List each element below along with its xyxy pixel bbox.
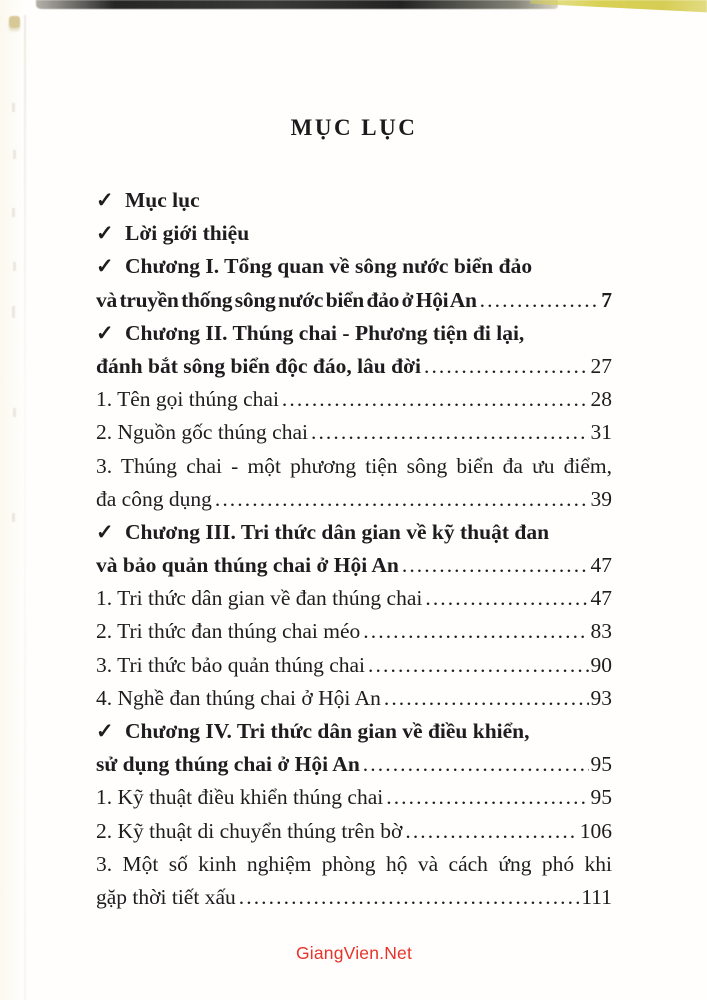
toc-entry: [96, 549, 612, 582]
check-icon: ✓: [96, 719, 114, 743]
dot-leader: [363, 615, 588, 648]
check-icon: ✓: [96, 320, 114, 345]
dot-leader: [368, 649, 588, 682]
scan-mark: [13, 408, 16, 417]
toc-entry-label: 3. Một số kinh nghiệm phòng hộ và cách ứng phó khi: [96, 851, 612, 876]
dot-leader: [363, 748, 589, 781]
check-icon: ✓: [96, 519, 114, 544]
page-number: 106: [579, 818, 612, 843]
toc-entry-label: 1. Tên gọi thúng chai: [96, 387, 279, 412]
scan-mark: [12, 103, 15, 112]
scan-mark: [12, 513, 15, 522]
toc-entry: [96, 848, 612, 881]
toc-entry: [96, 483, 612, 516]
toc-entry: [96, 781, 612, 814]
dot-leader: [405, 815, 577, 848]
toc-entry-label: Chương I. Tổng quan về sông nước biển đảo: [125, 254, 533, 279]
toc-entry: [96, 715, 612, 748]
check-icon: ✓: [96, 221, 114, 246]
page-number: 28: [590, 387, 612, 412]
toc-entry-label: Chương IV. Tri thức dân gian về điều khiển,: [125, 719, 530, 743]
page-number: 111: [581, 884, 612, 909]
toc-entry-label: đánh bắt sông biển độc đáo, lâu đời: [96, 353, 421, 378]
toc-entry: [96, 516, 612, 549]
page-number: 27: [590, 353, 612, 378]
dot-leader: [480, 284, 600, 317]
toc-entry-label: 2. Nguồn gốc thúng chai: [96, 420, 308, 445]
page-number: 83: [590, 619, 612, 644]
check-icon: ✓: [96, 188, 114, 212]
check-icon: ✓: [96, 254, 114, 279]
toc-entry-label: Chương II. Thúng chai - Phương tiện đi lại,: [125, 320, 525, 345]
page-number: 7: [601, 287, 612, 312]
toc-entry-label: 1. Kỹ thuật điều khiển thúng chai: [96, 785, 384, 810]
page-number: 39: [590, 486, 612, 511]
page-number: 95: [590, 785, 612, 810]
dot-leader: [402, 549, 589, 582]
page-number: 90: [590, 652, 612, 677]
toc-entry-label: 4. Nghề đan thúng chai ở Hội An: [96, 685, 381, 710]
dot-leader: [282, 383, 589, 416]
scan-mark: [12, 208, 15, 217]
dot-leader: [425, 582, 588, 615]
scan-binding-shadow: [36, 0, 558, 9]
page-title: MỤC LỤC: [290, 115, 418, 140]
dot-leader: [424, 350, 589, 383]
toc-entry-label: và bảo quản thúng chai ở Hội An: [96, 553, 399, 578]
toc-entry-label: Lời giới thiệu: [125, 221, 250, 246]
toc-entry: [96, 383, 612, 416]
scan-mark: [13, 150, 16, 159]
page-number: 93: [590, 685, 612, 710]
toc-entry: [96, 450, 612, 483]
toc-entry: [96, 582, 612, 615]
toc-entry-label: 2. Kỹ thuật di chuyển thúng trên bờ: [96, 818, 403, 843]
page-number: 47: [590, 586, 612, 611]
toc-entry-label: 1. Tri thức dân gian về đan thúng chai: [96, 586, 423, 611]
toc-entry-label: gặp thời tiết xấu: [96, 884, 236, 909]
scan-smudge: [9, 16, 20, 28]
toc-entry: [96, 615, 612, 648]
toc-entry: [96, 284, 612, 317]
toc-entry-label: 3. Thúng chai - một phương tiện sông biển đa ưu điểm,: [96, 453, 612, 478]
toc-entry: [96, 416, 612, 449]
page-number: 95: [590, 752, 612, 777]
scan-mark: [12, 306, 15, 318]
toc-entry-label: 2. Tri thức đan thúng chai méo: [96, 619, 361, 644]
toc-entry: [96, 815, 612, 848]
scan-cover-edge: [530, 0, 707, 20]
page-number: 31: [590, 420, 612, 445]
dot-leader: [311, 416, 589, 449]
toc-entry-label: 3. Tri thức bảo quản thúng chai: [96, 652, 366, 677]
toc-entry-label: Chương III. Tri thức dân gian về kỹ thuật đan: [125, 519, 550, 544]
dot-leader: [239, 881, 580, 914]
scan-mark: [13, 262, 16, 271]
toc-entry: [96, 217, 612, 250]
toc-entry-label: và truyền thống sông nước biển đảo ở Hội An: [96, 287, 477, 312]
watermark: GiangVien.Net: [295, 943, 413, 963]
toc-entry: [96, 184, 612, 217]
dot-leader: [384, 682, 589, 715]
toc-entry: [96, 881, 612, 914]
toc-entry: [96, 317, 612, 350]
dot-leader: [215, 483, 589, 516]
toc-entry: [96, 682, 612, 715]
toc-entry: [96, 649, 612, 682]
toc-entry: [96, 748, 612, 781]
toc-entry-label: sử dụng thúng chai ở Hội An: [96, 752, 360, 777]
toc-entry-label: đa công dụng: [96, 486, 212, 511]
toc-entry: [96, 350, 612, 383]
dot-leader: [386, 781, 588, 814]
page-edge-line: [24, 15, 26, 1000]
toc-entry: [96, 250, 612, 283]
toc-entry-label: Mục lục: [125, 188, 200, 212]
table-of-contents: [96, 184, 612, 914]
page-number: 47: [590, 553, 612, 578]
